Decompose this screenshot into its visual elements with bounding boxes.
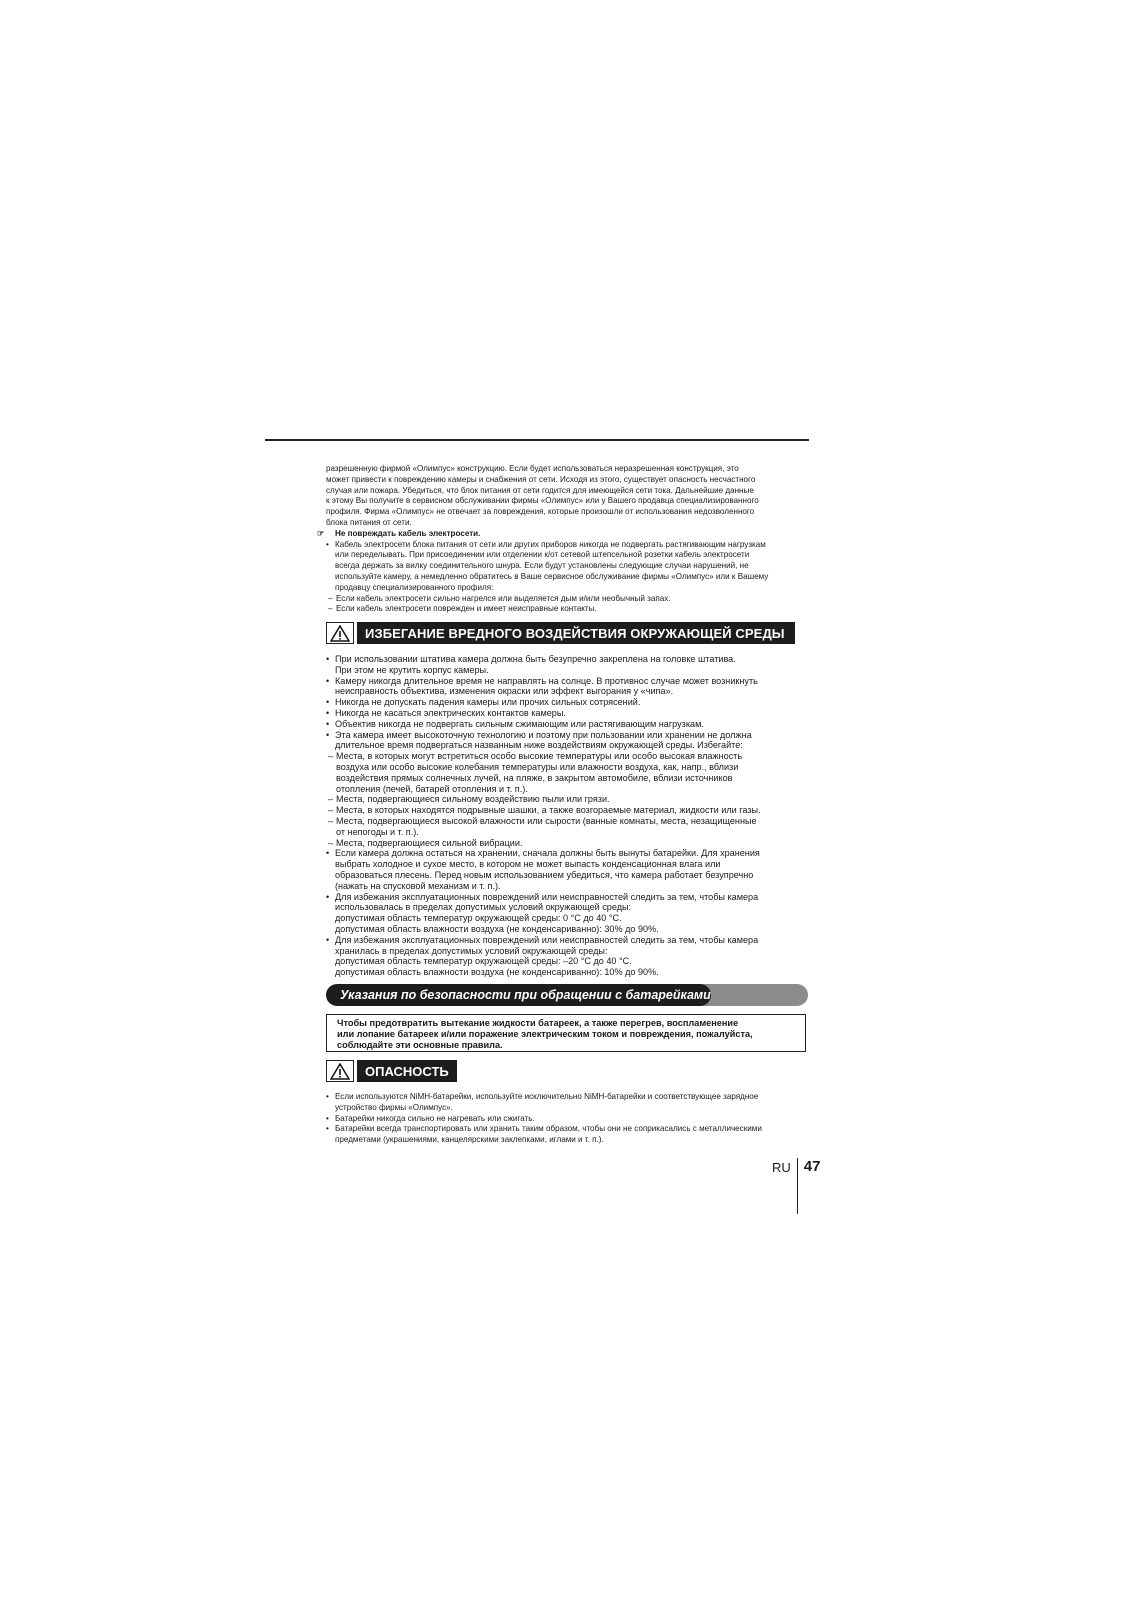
env-item bbox=[326, 654, 806, 676]
text-line: Для избежания эксплуатационных повреждений или неисправностей следить за тем, чтобы камера bbox=[335, 934, 759, 945]
text-line: Если камера должна остаться на хранении, сначала должны быть вынуты батарейки. Для хранения bbox=[335, 848, 760, 859]
env-item bbox=[326, 676, 806, 698]
env-dash-item bbox=[326, 751, 806, 794]
dash-mark: – bbox=[328, 837, 334, 848]
danger-title: ОПАСНОСТЬ bbox=[357, 1060, 457, 1082]
battery-item bbox=[326, 1124, 816, 1146]
text-line: Места, в которых находятся подрывные шашки, а также возгораемые материал, жидкости или газы. bbox=[336, 805, 761, 816]
dash-mark: – bbox=[328, 751, 334, 762]
page-footer bbox=[772, 1158, 820, 1214]
dash-mark: – bbox=[328, 593, 333, 603]
item-text bbox=[336, 794, 806, 805]
text-line: Камеру никогда длительное время не направлять на солнце. В противнос случае может возникнуть bbox=[335, 675, 758, 686]
env-item bbox=[326, 848, 806, 891]
text-line: длительное время подвергаться названным ниже воздействиям окружающей среды. Избегайте: bbox=[335, 740, 743, 751]
paragraph-line: разрешенную фирмой «Олимпус» конструкцию. Если будет использоваться неразрешенная конструкция, это bbox=[326, 464, 739, 473]
cable-heading: ☞ Не повреждать кабель электросети. bbox=[317, 528, 481, 538]
power-section bbox=[317, 464, 812, 615]
top-divider bbox=[265, 439, 809, 441]
bullet-icon: • bbox=[326, 539, 329, 549]
text-line: (нажать на спусковой механизм и т. п.). bbox=[335, 880, 501, 891]
dash-mark: – bbox=[328, 794, 334, 805]
warning-triangle-icon bbox=[326, 1060, 354, 1082]
rules-line: или лопание батареек и/или поражение электрическим током и повреждения, пожалуйста, bbox=[337, 1029, 753, 1039]
text-line: допустимая область температур окружающей среды: –20 °C до 40 °C. bbox=[335, 956, 632, 967]
text-line: Никогда не касаться электрических контактов камеры. bbox=[335, 707, 566, 718]
cable-line: Кабель электросети блока питания от сети или других приборов никогда не подвергать растягивающим нагрузкам bbox=[335, 539, 766, 549]
text-line: допустимая область влажности воздуха (не конденсариванно): 10% до 90%. bbox=[335, 967, 659, 978]
cable-dash-list bbox=[326, 594, 812, 616]
bullet-icon: • bbox=[326, 848, 330, 859]
text-line: хранилась в пределах допустимых условий окружающей среды: bbox=[335, 945, 608, 956]
bullet-icon: • bbox=[326, 718, 330, 729]
cable-line: всегда держать за вилку соединительного шнура. Если будут установлены следующие случаи нарушений, не bbox=[335, 561, 749, 571]
env-item bbox=[326, 708, 806, 719]
env-section-heading bbox=[326, 622, 795, 644]
bullet-icon: • bbox=[326, 654, 330, 664]
item-text bbox=[335, 1114, 816, 1125]
item-text bbox=[335, 676, 806, 698]
dash-mark: – bbox=[328, 815, 334, 826]
dash-item bbox=[326, 594, 812, 605]
item-text bbox=[335, 708, 806, 719]
item-text bbox=[335, 892, 806, 935]
text-line: Если используются NiMH-батарейки, используйте исключительно NiMH-батарейки и соответствующее зарядное bbox=[335, 1092, 759, 1101]
battery-item bbox=[326, 1092, 816, 1114]
bullet-icon: • bbox=[326, 1124, 329, 1134]
text-line: При использовании штатива камера должна быть безупречно закреплена на головке штатива. bbox=[335, 654, 736, 664]
item-text bbox=[335, 654, 806, 676]
bullet-icon: • bbox=[326, 891, 330, 902]
text-line: При этом не крутить корпус камеры. bbox=[335, 664, 489, 675]
paragraph-line: к этому Вы получите в сервисном обслуживании фирмы «Олимпус» или у Вашего продавца специализированного bbox=[326, 496, 759, 506]
text-line: Места, подвергающиеся сильному воздействию пыли или грязи. bbox=[336, 794, 610, 805]
danger-heading bbox=[326, 1060, 457, 1082]
text-line: Никогда не допускать падения камеры или прочих сильных сотрясений. bbox=[335, 697, 641, 708]
env-item bbox=[326, 935, 806, 978]
bullet-icon: • bbox=[326, 707, 330, 718]
text-line: воздуха или особо высокие колебания температуры или влажности воздуха, как, напр., вблизи bbox=[336, 761, 739, 772]
env-dash-item bbox=[326, 816, 806, 838]
text-line: допустимая область температур окружающей среды: 0 °C до 40 °C. bbox=[335, 913, 622, 924]
text-line: Батарейки никогда сильно не нагревать или сжигать. bbox=[335, 1113, 535, 1123]
env-item bbox=[326, 892, 806, 935]
warning-triangle-icon bbox=[326, 622, 354, 644]
text-line: Если кабель электросети поврежден и имеет неисправные контакты. bbox=[336, 604, 597, 614]
text-line: Объектив никогда не подвергать сильным сжимающим или растягивающим нагрузкам. bbox=[335, 718, 704, 729]
battery-rules-box bbox=[326, 1014, 806, 1052]
battery-section-title: Указания по безопасности при обращении с батарейками bbox=[326, 984, 711, 1006]
item-text bbox=[336, 594, 812, 605]
text-line: Для избежания эксплуатационных повреждений или неисправностей следить за тем, чтобы камера bbox=[335, 891, 759, 902]
env-dash-item bbox=[326, 794, 806, 805]
rules-line: соблюдайте эти основные правила. bbox=[337, 1040, 503, 1050]
text-line: воздействия прямых солнечных лучей, на пляже, в закрытом автомобиле, вблизи источников bbox=[336, 772, 733, 783]
text-line: отопления (печей, батарей отопления и т. п.). bbox=[336, 783, 528, 794]
paragraph-line: профиля. Фирма «Олимпус» не отвечает за повреждения, которые произошли от использования недозволенного bbox=[326, 507, 755, 517]
item-text bbox=[335, 719, 806, 730]
top-paragraph bbox=[326, 464, 812, 529]
text-line: Если кабель электросети сильно нагрелся или выделяется дым и/или необычный запах. bbox=[336, 593, 671, 603]
env-item bbox=[326, 719, 806, 730]
env-section-title: ИЗБЕГАНИЕ ВРЕДНОГО ВОЗДЕЙСТВИЯ ОКРУЖАЮЩЕЙ СРЕДЫ bbox=[357, 622, 795, 644]
item-text bbox=[335, 848, 806, 891]
text-line: выбрать холодное и сухое место, в котором не может выпасть конденсационная влага или bbox=[335, 859, 721, 870]
item-text bbox=[336, 816, 806, 838]
item-text bbox=[336, 751, 806, 794]
cable-line: используйте камеру, а немедленно обратитесь в Ваше сервисное обслуживание фирмы «Олимпус» или к Вашему bbox=[335, 571, 769, 581]
text-line: Места, подвергающиеся сильной вибрации. bbox=[336, 837, 523, 848]
item-text bbox=[335, 935, 806, 978]
page-number: 47 bbox=[803, 1158, 821, 1175]
dash-mark: – bbox=[328, 805, 334, 816]
dash-item bbox=[326, 604, 812, 615]
text-line: Места, подвергающиеся высокой влажности или сырости (ванные комнаты, места, незащищенные bbox=[336, 815, 757, 826]
text-line: Места, в которых могут встретиться особо высокие температуры или особо высокая влажность bbox=[336, 751, 743, 762]
text-line: предметами (украшениями, канцелярскими заклепками, иглами и т. п.). bbox=[335, 1135, 604, 1145]
item-text bbox=[336, 604, 812, 615]
env-dash-item bbox=[326, 805, 806, 816]
battery-item bbox=[326, 1114, 816, 1125]
text-line: образоваться плесень. Перед новым использованием убедиться, что камера работает безупречно bbox=[335, 869, 754, 880]
env-item bbox=[326, 730, 806, 752]
bullet-icon: • bbox=[326, 697, 330, 708]
text-line: использовалась в пределах допустимых условий окружающей среды: bbox=[335, 902, 632, 913]
text-line: от непогоды и т. п.). bbox=[336, 826, 419, 837]
item-text bbox=[335, 730, 806, 752]
env-dash-item bbox=[326, 838, 806, 849]
text-line: Эта камера имеет высокоточную технологию и поэтому при пользовании или хранении не должна bbox=[335, 729, 752, 740]
item-text bbox=[336, 805, 806, 816]
item-text bbox=[335, 1092, 816, 1114]
env-item bbox=[326, 697, 806, 708]
battery-section-heading bbox=[326, 984, 808, 1006]
cable-bullet bbox=[326, 540, 812, 594]
rules-line: Чтобы предотвратить вытекание жидкости батареек, а также перегрев, воспламенение bbox=[337, 1018, 739, 1028]
bullet-icon: • bbox=[326, 675, 330, 686]
cable-line: или переделывать. При присоединении или отделении к/от сетевой штепсельной розетки кабель электросети bbox=[335, 550, 750, 560]
paragraph-line: блока питания от сети. bbox=[326, 517, 412, 527]
text-line: неисправность объектива, изменения окраски или эффект выгорания у «чипа». bbox=[335, 686, 674, 697]
paragraph-line: может привести к повреждению камеры и снабжения от сети. Исходя из этого, существует опасность несчастного bbox=[326, 474, 756, 484]
battery-danger-list bbox=[326, 1092, 816, 1146]
item-text bbox=[335, 697, 806, 708]
pointer-icon: ☞ bbox=[317, 528, 325, 538]
bullet-icon: • bbox=[326, 1092, 329, 1101]
dash-mark: – bbox=[328, 604, 333, 614]
env-list bbox=[326, 654, 806, 978]
bullet-icon: • bbox=[326, 934, 330, 945]
paragraph-line: случая или пожара. Убедиться, что блок питания от сети годится для имеющейся сети тока. Дальнейшие данные bbox=[326, 485, 754, 495]
item-text bbox=[336, 838, 806, 849]
cable-line: продавцу специализированного профиля: bbox=[335, 582, 494, 592]
bullet-icon: • bbox=[326, 1113, 329, 1123]
text-line: устройство фирмы «Олимпус». bbox=[335, 1102, 453, 1112]
text-line: Батарейки всегда транспортировать или хранить таким образом, чтобы они не соприкасались с металлическими bbox=[335, 1124, 762, 1134]
item-text bbox=[335, 1124, 816, 1146]
language-code: RU bbox=[772, 1160, 791, 1175]
bullet-icon: • bbox=[326, 729, 330, 740]
text-line: допустимая область влажности воздуха (не конденсариванно): 30% до 90%. bbox=[335, 923, 659, 934]
